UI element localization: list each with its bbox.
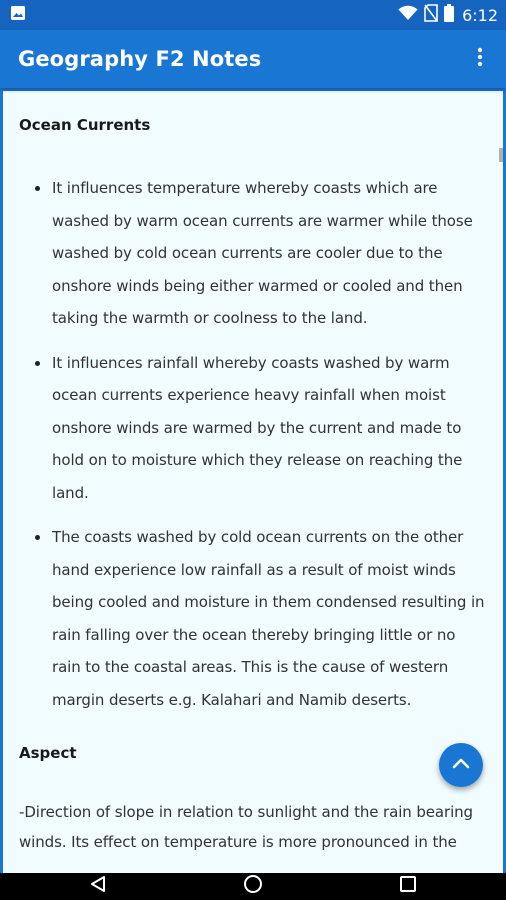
no-sim-icon — [424, 4, 438, 27]
overflow-menu-icon — [477, 47, 483, 72]
section-heading-ocean-currents: Ocean Currents — [19, 116, 151, 134]
home-icon — [243, 874, 263, 899]
wifi-icon — [398, 5, 418, 26]
list-item: It influences rainfall whereby coasts washed by warm ocean currents experience heavy rainfall when moist onshore winds are warmed by the current and made to hold on to moisture which they release on reaching the land. — [52, 347, 485, 510]
content-frame — [0, 88, 506, 873]
status-bar — [0, 0, 506, 30]
status-time: 6:12 — [462, 5, 498, 25]
app-title: Geography F2 Notes — [18, 47, 262, 71]
aspect-paragraph: -Direction of slope in relation to sunlight and the rain bearing winds. Its effect on temperature is more pronounced in the — [19, 803, 473, 851]
home-button[interactable] — [176, 873, 331, 900]
back-button[interactable] — [21, 873, 176, 900]
section-heading-aspect: Aspect — [19, 744, 77, 762]
battery-icon — [444, 4, 454, 27]
list-item: It influences temperature whereby coasts which are washed by warm ocean currents are warmer while those washed by cold ocean currents are cooler due to the onshore winds being either warmed or cooled and then taking the warmth or coolness to the land. — [52, 172, 485, 335]
image-notification-icon — [10, 5, 26, 26]
scroll-to-top-button[interactable] — [439, 743, 483, 787]
bullet-list — [19, 172, 487, 716]
navigation-bar — [0, 873, 506, 900]
notes-content[interactable] — [3, 91, 503, 873]
list-item: The coasts washed by cold ocean currents on the other hand experience low rainfall as a result of moist winds being cooled and moisture in them condensed resulting in rain falling over the ocean thereby bringing little or no rain to the coastal areas. This is the cause of western margin deserts e.g. Kalahari and Namib deserts. — [52, 521, 485, 716]
chevron-up-icon — [452, 756, 470, 774]
recents-button[interactable] — [331, 873, 486, 900]
recents-icon — [399, 875, 417, 898]
scrollbar[interactable] — [499, 148, 503, 162]
app-bar — [0, 30, 506, 88]
overflow-menu-button[interactable] — [466, 39, 494, 79]
back-icon — [89, 875, 107, 898]
